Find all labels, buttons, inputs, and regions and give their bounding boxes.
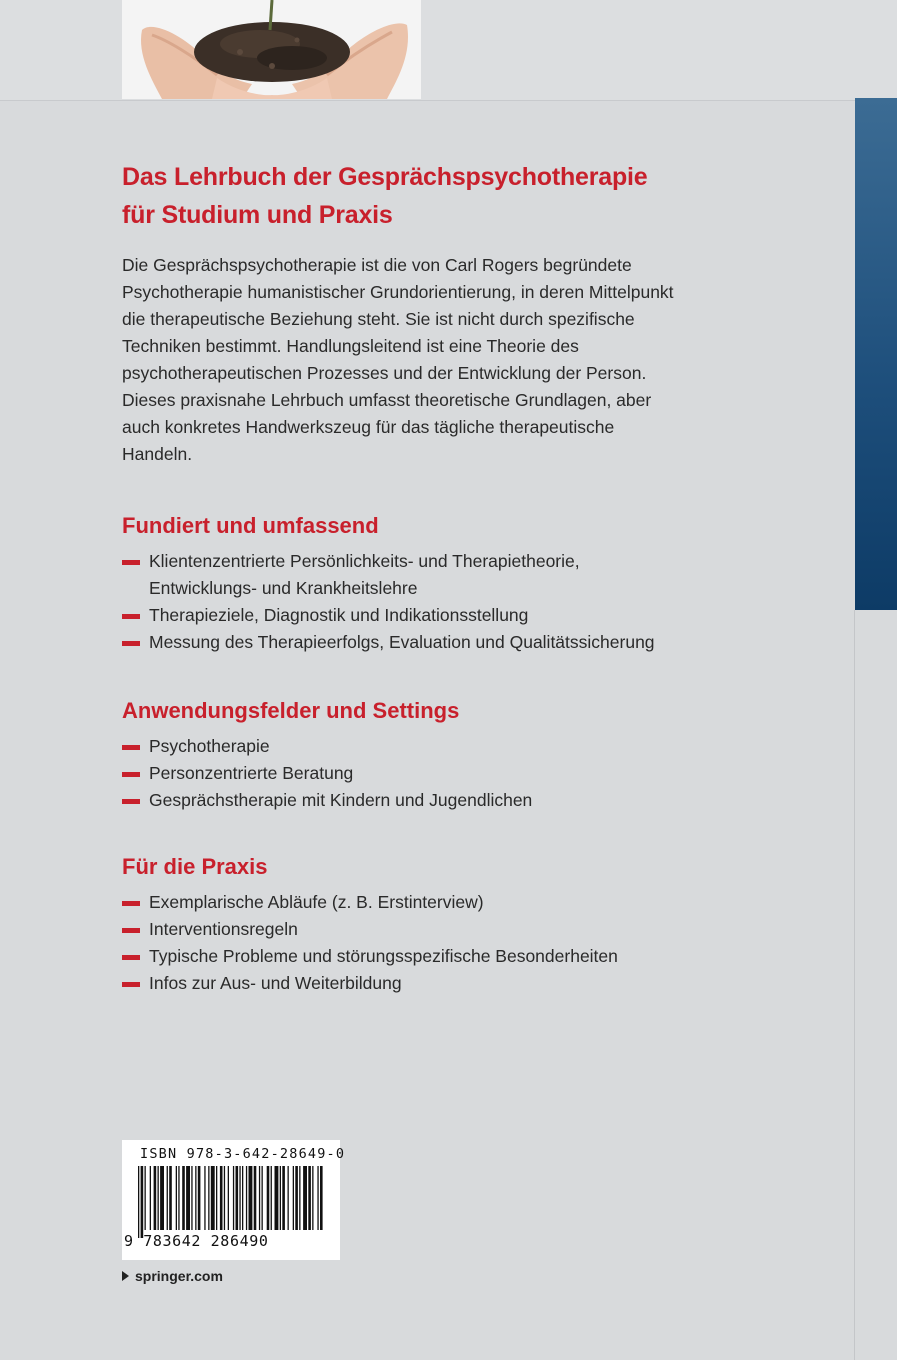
section-praxis — [122, 853, 682, 997]
publisher-link-text: springer.com — [135, 1268, 223, 1284]
intro-text — [122, 252, 682, 468]
section-heading: Für die Praxis — [122, 854, 268, 879]
barcode-digits: 9 783642 286490 — [124, 1232, 269, 1250]
red-dash-bullet-icon — [122, 955, 140, 960]
list-item: Messung des Therapieerfolgs, Evaluation und Qualitätssicherung — [122, 629, 682, 656]
red-dash-bullet-icon — [122, 901, 140, 906]
list-item: Psychotherapie — [122, 733, 682, 760]
isbn-barcode — [122, 1140, 346, 1260]
list-item: Klientenzentrierte Persönlichkeits- und Therapietheorie, Entwicklungs- und Krankheitslehre — [122, 548, 682, 602]
play-arrow-icon — [122, 1271, 129, 1281]
section-anwendungsfelder — [122, 697, 682, 814]
bullet-list — [122, 889, 682, 997]
intro-paragraph-2: Dieses praxisnahe Lehrbuch umfasst theoretische Grundlagen, aber auch konkretes Handwerkszeug für das tägliche therapeutische Handeln. — [122, 390, 652, 464]
spine-edge-line — [854, 610, 855, 1360]
spine-color-band — [855, 98, 897, 610]
section-heading: Fundiert und umfassend — [122, 513, 379, 538]
red-dash-bullet-icon — [122, 745, 140, 750]
section-heading: Anwendungsfelder und Settings — [122, 698, 460, 723]
red-dash-bullet-icon — [122, 614, 140, 619]
section-fundiert — [122, 512, 682, 656]
red-dash-bullet-icon — [122, 560, 140, 565]
list-item: Exemplarische Abläufe (z. B. Erstinterview) — [122, 889, 682, 916]
list-item: Infos zur Aus- und Weiterbildung — [122, 970, 682, 997]
list-item: Interventionsregeln — [122, 916, 682, 943]
intro-paragraph-1: Die Gesprächspsychotherapie ist die von Carl Rogers begründete Psychotherapie humanistischer Grundorientierung, in deren Mittelpunkt die therapeutische Beziehung steht. Sie ist nicht durch spezifische Techniken bestimmt. Handlungsleitend ist eine Theorie des psychotherapeutischen Prozesses und der Entwicklung der Person. — [122, 255, 674, 383]
list-item: Therapieziele, Diagnostik und Indikationsstellung — [122, 602, 682, 629]
red-dash-bullet-icon — [122, 982, 140, 987]
cover-title: Das Lehrbuch der Gesprächspsychotherapie für Studium und Praxis — [122, 163, 648, 229]
list-item: Personzentrierte Beratung — [122, 760, 682, 787]
list-item: Gesprächstherapie mit Kindern und Jugendlichen — [122, 787, 682, 814]
red-dash-bullet-icon — [122, 641, 140, 646]
isbn-label: ISBN 978-3-642-28649-0 — [140, 1146, 346, 1162]
red-dash-bullet-icon — [122, 772, 140, 777]
red-dash-bullet-icon — [122, 799, 140, 804]
bullet-list — [122, 733, 682, 814]
list-item: Typische Probleme und störungsspezifische Besonderheiten — [122, 943, 682, 970]
bullet-list — [122, 548, 682, 656]
cover-photo-hands-soil — [122, 0, 421, 99]
red-dash-bullet-icon — [122, 928, 140, 933]
barcode-icon — [138, 1166, 326, 1238]
publisher-link[interactable] — [122, 1268, 223, 1284]
back-cover-text — [122, 158, 682, 997]
